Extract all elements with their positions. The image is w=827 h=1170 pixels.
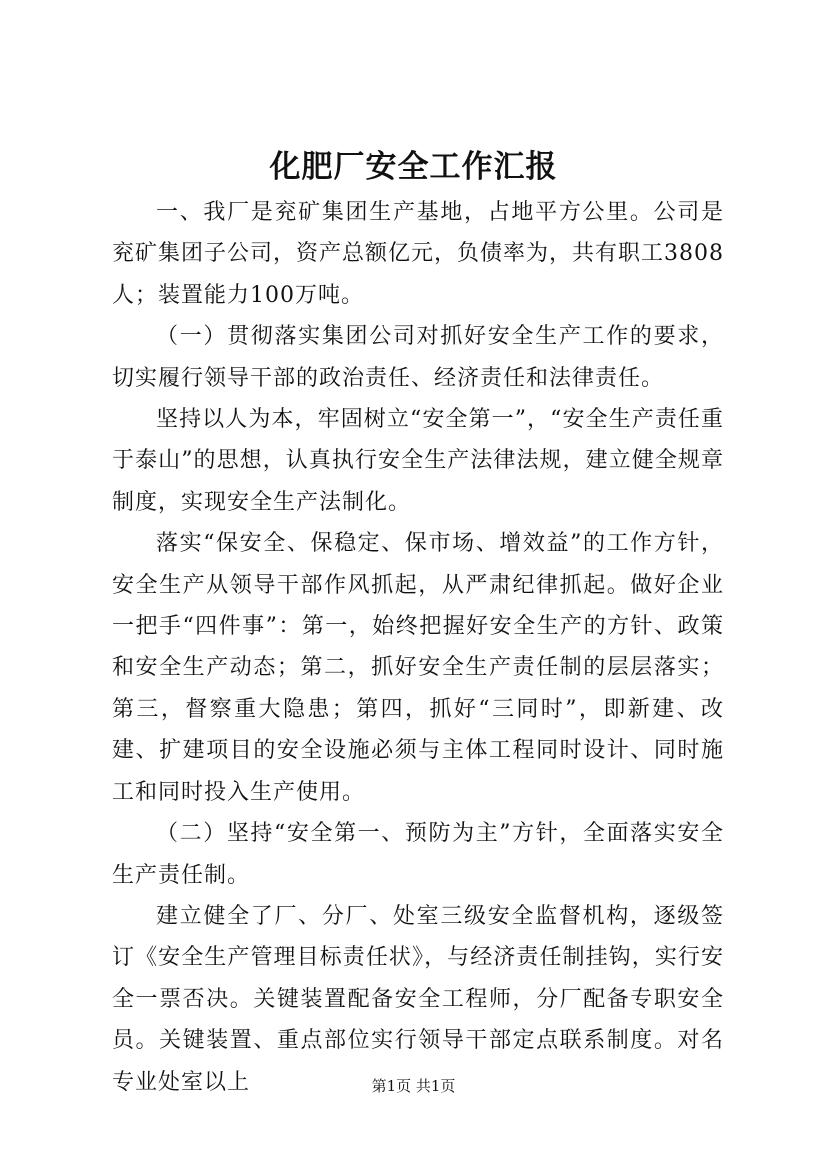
document-title: 化肥厂安全工作汇报 (269, 149, 558, 185)
paragraph-3: 坚持以人为本，牢固树立“安全第一”，“安全生产责任重于泰山”的思想，认真执行安全生产法律法规，建立健全规章制度，实现安全生产法制化。 (112, 407, 724, 515)
paragraph-1: 一、我厂是兖矿集团生产基地，占地平方公里。公司是兖矿集团子公司，资产总额亿元，负债率为，共有职工3808人；装置能力100万吨。 (112, 200, 724, 308)
page-footer: 第1页 共1页 (371, 1077, 456, 1095)
paragraph-2: （一）贯彻落实集团公司对抓好安全生产工作的要求，切实履行领导干部的政治责任、经济责任和法律责任。 (112, 324, 724, 391)
paragraph-4: 落实“保安全、保稳定、保市场、增效益”的工作方针，安全生产从领导干部作风抓起，从严肃纪律抓起。做好企业一把手“四件事”：第一，始终把握好安全生产的方针、政策和安全生产动态；第二，抓好安全生产责任制的层层落实；第三，督察重大隐患；第四，抓好“三同时”，即新建、改建、扩建项目的安全设施必须与主体工程同时设计、同时施工和同时投入生产使用。 (112, 531, 724, 805)
document-body (112, 192, 724, 1103)
paragraph-5: （二）坚持“安全第一、预防为主”方针，全面落实安全生产责任制。 (112, 821, 724, 888)
paragraph-6: 建立健全了厂、分厂、处室三级安全监督机构，逐级签订《安全生产管理目标责任状》，与经济责任制挂钩，实行安全一票否决。关键装置配备安全工程师，分厂配备专职安全员。关键装置、重点部位实行领导干部定点联系制度。对名专业处室以上 (112, 903, 724, 1095)
